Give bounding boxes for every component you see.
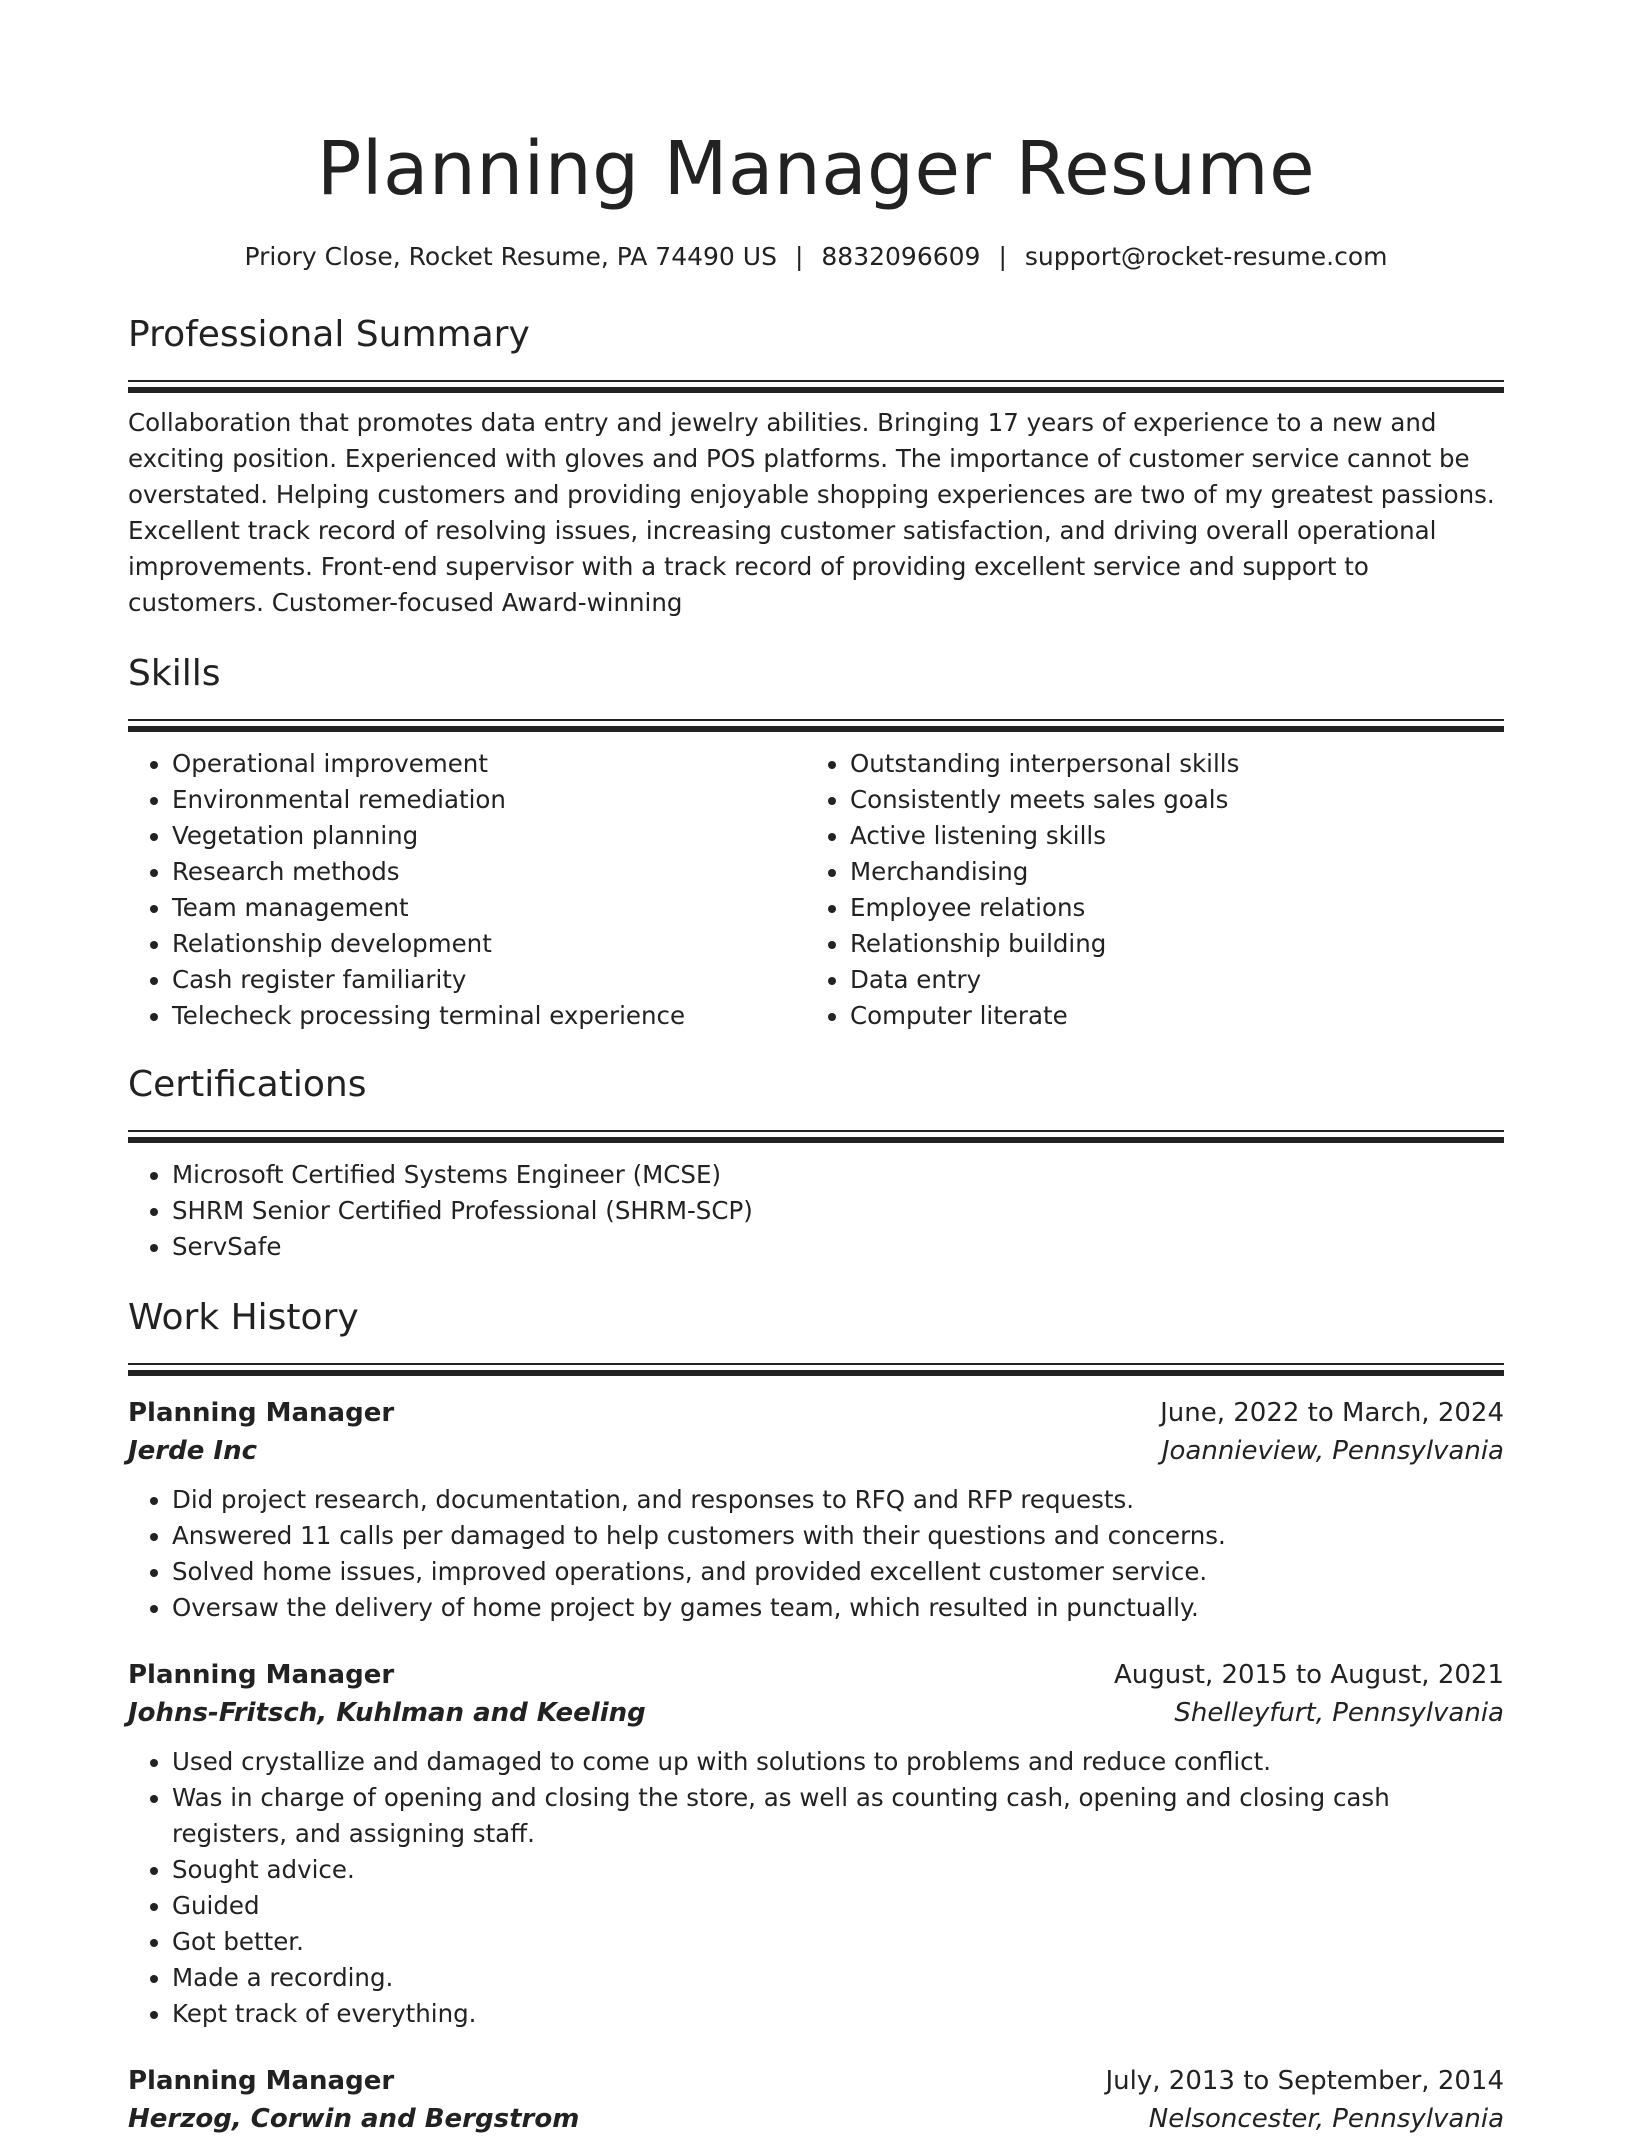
job-title: Planning Manager (128, 1398, 395, 1428)
skill-item: • Outstanding interpersonal skills (850, 746, 1484, 782)
resume-title: Planning Manager Resume (316, 126, 1316, 212)
skill-item: • Relationship development (172, 926, 806, 962)
skill-item: • Employee relations (850, 890, 1484, 926)
job-duty-item: • Guided (172, 1888, 1504, 1924)
skill-item: • Research methods (172, 854, 806, 890)
skill-item: • Cash register familiarity (172, 962, 806, 998)
job-duty-item: • Answered 11 calls per damaged to help customers with their questions and concerns. (172, 1518, 1504, 1554)
job-dates: July, 2013 to September, 2014 (1105, 2066, 1504, 2096)
job-duty-item: • Got better. (172, 1924, 1504, 1960)
summary-text: Collaboration that promotes data entry and jewelry abilities. Bringing 17 years of experience to a new and exciting position. Experienced with gloves and POS platforms. The importance of customer service cannot be overstated. Helping customers and providing enjoyable shopping experiences are two of my greatest passions. Excellent track record of resolving issues, increasing customer satisfaction, and driving overall operational improvements. Front-end supervisor with a track record of providing excellent service and support to customers. Customer-focused Award-winning (128, 408, 1495, 617)
job-duties-list (128, 1744, 1504, 2032)
skill-item: • Data entry (850, 962, 1484, 998)
resume-page (128, 0, 1504, 2138)
job-dates: June, 2022 to March, 2024 (1160, 1398, 1504, 1428)
contact-separator: | (794, 242, 804, 271)
job-duty-item: • Was in charge of opening and closing the store, as well as counting cash, opening and closing cash registers, and assigning staff. (172, 1780, 1504, 1852)
skills-column-right (806, 746, 1484, 1034)
job-duty-item: • Solved home issues, improved operations, and provided excellent customer service. (172, 1554, 1504, 1590)
section-heading: Professional Summary (128, 314, 530, 355)
certifications-list (128, 1157, 1504, 1265)
job-header-row (128, 1656, 1504, 1694)
job-subheader-row (128, 1432, 1504, 1470)
section-divider (128, 1130, 1504, 1132)
job-dates: August, 2015 to August, 2021 (1114, 1660, 1504, 1690)
job-duty-item: • Oversaw the delivery of home project by games team, which resulted in punctually. (172, 1590, 1504, 1626)
certification-item: • Microsoft Certified Systems Engineer (MCSE) (172, 1157, 1504, 1193)
skill-item: • Telecheck processing terminal experience (172, 998, 806, 1034)
section-divider (128, 1363, 1504, 1365)
section-heading: Skills (128, 653, 221, 694)
certification-item: • SHRM Senior Certified Professional (SHRM-SCP) (172, 1193, 1504, 1229)
skill-item: • Active listening skills (850, 818, 1484, 854)
job-company: Johns-Fritsch, Kuhlman and Keeling (128, 1698, 646, 1728)
section-divider (128, 380, 1504, 382)
section-divider-thick (128, 726, 1504, 732)
job-header-row (128, 2062, 1504, 2100)
work-history-section (128, 1293, 1504, 2138)
skill-item: • Relationship building (850, 926, 1484, 962)
certification-item: • ServSafe (172, 1229, 1504, 1265)
job-location: Shelleyfurt, Pennsylvania (1174, 1698, 1504, 1728)
job-duty-item: • Did project research, documentation, and responses to RFQ and RFP requests. (172, 1482, 1504, 1518)
skill-item: • Team management (172, 890, 806, 926)
skills-list-right (806, 746, 1484, 1034)
section-heading: Certifications (128, 1064, 367, 1105)
skills-grid (128, 746, 1504, 1034)
skills-column-left (128, 746, 806, 1034)
certifications-section (128, 1060, 1504, 1265)
skill-item: • Consistently meets sales goals (850, 782, 1484, 818)
job-duty-item: • Made a recording. (172, 1960, 1504, 1996)
job-header-row (128, 1394, 1504, 1432)
contact-email[interactable]: support@rocket-resume.com (1024, 242, 1388, 271)
job-company: Jerde Inc (128, 1436, 258, 1466)
section-divider-thick (128, 387, 1504, 393)
section-heading: Work History (128, 1297, 359, 1338)
job-title: Planning Manager (128, 2066, 395, 2096)
job-duty-item: • Sought advice. (172, 1852, 1504, 1888)
job-location: Joannieview, Pennsylvania (1161, 1436, 1504, 1466)
skills-list-left (128, 746, 806, 1034)
job-duty-item: • Used crystallize and damaged to come up with solutions to problems and reduce conflict. (172, 1744, 1504, 1780)
job-duties-list (128, 1482, 1504, 1626)
section-divider (128, 719, 1504, 721)
skills-section (128, 649, 1504, 1034)
contact-line (128, 240, 1504, 274)
job-location: Nelsoncester, Pennsylvania (1148, 2104, 1504, 2134)
job-duty-item: • Kept track of everything. (172, 1996, 1504, 2032)
job-subheader-row (128, 2100, 1504, 2138)
professional-summary-section (128, 310, 1504, 621)
job-entry (128, 1394, 1504, 1626)
section-divider-thick (128, 1370, 1504, 1376)
skill-item: • Computer literate (850, 998, 1484, 1034)
job-company: Herzog, Corwin and Bergstrom (128, 2104, 580, 2134)
section-divider-thick (128, 1137, 1504, 1143)
skill-item: • Merchandising (850, 854, 1484, 890)
job-entry (128, 2062, 1504, 2138)
job-title: Planning Manager (128, 1660, 395, 1690)
skill-item: • Vegetation planning (172, 818, 806, 854)
skill-item: • Environmental remediation (172, 782, 806, 818)
contact-separator: | (998, 242, 1007, 271)
skill-item: • Operational improvement (172, 746, 806, 782)
contact-address: Priory Close, Rocket Resume, PA 74490 US (244, 242, 777, 271)
job-entry (128, 1656, 1504, 2032)
job-subheader-row (128, 1694, 1504, 1732)
contact-phone: 8832096609 (821, 242, 981, 271)
